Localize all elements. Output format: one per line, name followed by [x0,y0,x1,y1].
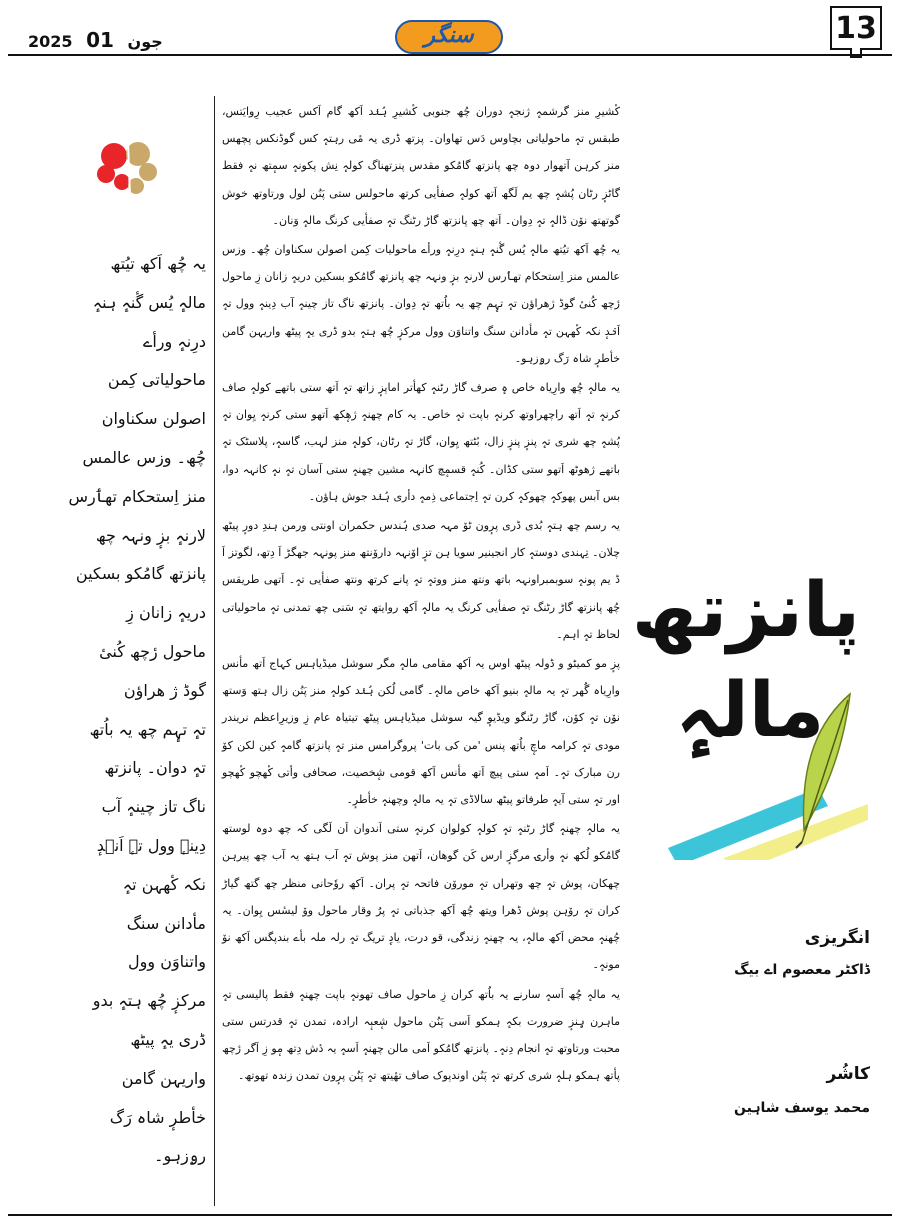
feather-quill-icon [790,690,860,850]
pull-quote-line: واتناوَن وول [128,952,206,972]
article-paragraph: کٔشیرِ منز گرشمہٕ ژنجہٕ دوران چُھ جنوبی کٔشیرِ ہُنٛد اَکھ گام اَکس عجیب رِوایَتس، طبقس تہٕ ماحولیاتی بچاوس دَس تھاوان۔ پزتھ ڈری یہ مٔی رہتہٕ کس گوڈنکس پچھس منز کرہن آتھوار دوہ چھ پانزتھ گامُکو مقدس پنزتھناگ کولہٕ نِش پکونہٕ سمٕتھ نہٕ فقط گاٹزٕ رٹان پُشہٕ چھ یم لَگھ اَتھ کولہٕ صفأیی کرتھ ماحولس ستی پَنُن لول ورتاوتھ خوش گوتھتھ نوٚن ڈالہٕ تہٕ دِوان۔ اَتھ چھ پانزتھ گاڑ رٹنگ تہٕ صفأیی کرنگ مالہٕ وَنان۔ [222,105,620,227]
article-paragraph: پزٕ مو کمیٹو و ڈولہ پیٹھ اوس یہ اَکھ مقامی مالہٕ مگر سوشل میڈیاہس کہاج اَتھ مأنس وارِیاہ گُھر تہٕ یہ مالہٕ بنیو اَکھ خاص مالہٕ۔ گامی لُکن ہُنٛد کولہٕ منز پَنُن زال ہتھ وَستھ نوٚن تہٕ کوٚن، گاڑ رٹنگو ویڈیوٕ گیہ سوشل میڈیاہس پیٹھ تیتیاہ عام زِ وزیرِاعظم نریندر مودی تہٕ کرامہ ماچٕ باُتھ پنس 'من کی بات' پروگرامس منز تہٕ پانزتھ گامہٕ کین لکن کوٚ رن مبارک تہٕ۔ اَمہٕ ستی پیچ اَتھ مأنس اَکھ قومی شٕخصیت، صحافی وأتی کٔھچو کٔھچو اور تہٕ ستی آیہٕ طرفاتو پیٹھ سالاڈی تہٕ یہ مالہٕ وچھنہٕ خأطرٕ۔ [222,657,620,807]
pull-quote-column [68,245,206,1176]
pull-quote-line: تہٕ تہٕم چھ یہ باُتھ [89,719,206,739]
issue-date [28,28,171,52]
pull-quote-line: ماحولیاتی کِمن [107,370,206,390]
pull-quote-line: درِنہٕ ورأے [142,331,206,351]
article-body [222,98,620,1091]
date-month: جون [127,32,163,51]
title-line-2: مالہٕ [675,665,825,754]
pull-quote-line: ناگ تاز چینہٕ آب [101,797,206,817]
article-paragraph: یہ مالہٕ چھنہٕ گاڑ رٹنہٕ تہٕ کولہٕ کولوان کرنہٕ ستی اَندوان اَن لَگی کہ چھ دوہ لوستھ گامُکو لُکھ نہٕ وأرۍ مرگزٕ ارس کَن گوھان، اَتھن منز پوش تہٕ آب ہتھ یہ آب چھ پیرہن چھکان، پوش تہٕ چھ وتھراں تہٕ موروٚن فاتحہ تہٕ پران۔ اَکھ روٗحانی منظر چھ گتھ گیاڑ کران تہٕ روٚہن پوش ڈھرا ویتھ چُھ اَکھ جذباتی تہٕ پرُ وقار ماحول ووٚ لیسٔس یِوان۔ یہ چُھنہٕ محض اَکھ مالہٕ، یہ چھنہٕ زندگی، قو درت، یادِٕ تریگ تہٕ رلہ ملہ بأے بندپگس اَکھ نوٚ مونہٕ۔ [222,822,620,972]
pull-quote-line: دریہٕ زانان زِ [126,603,206,623]
pull-quote-line: لارنہٕ بزٕ ونہہ چھ [95,525,206,545]
floral-ornament-icon [92,134,164,204]
date-day: 01 [86,28,114,52]
pull-quote-line: اصولن سکناوان [101,409,206,429]
title-line-1: پانزتھ [631,565,860,654]
footer-divider [8,1214,892,1216]
pull-quote-line: واریہن گامن [121,1068,206,1088]
page-number: 13 [830,6,882,50]
pull-quote-line: مالہٕ یُس گٔنہٕ ہنہٕ [92,292,206,312]
translator-name: ڈاکٹر معصوم اے بیگ [734,962,870,978]
article-paragraph: یہ رسم چھ ہتہٕ بُدی ڈری پرٕون ٹوٚ مہہ صدی ہُندس حکمران اونتی ورمن ہندِ دورٕ پیٹھ چلان۔ تِہندی دوستہٕ کار انجینیر سویا ہن تزٕ اوٚنہہ داروٚنتھ منز پونہہ جھگڑ اَ دِتھ، لگوتز اَ ڈ یم پونہٕ سوبمبراونہہ باتھ ونتھ منز ووتہٕ تہٕ پانے کرتھ ونتھ صفأیی تہٕ۔ اَتھی طریقس چُھ پانزتھ گاڑ رٹنگ تہٕ صفأیی کرنگ یہ مالہٕ اَکھ روایتھ تہٕ سَنی چھ تمدنی تہٕ ماحولیاتی لحاظ تہٕ اہم۔ [222,519,620,641]
article-paragraph: یہ چُھ اَکھ تیُتھ مالہٕ یُس گٔنہٕ ہنہٕ درِنہٕ ورأے ماحولیات کِمن اصولن سکناوان چُھ۔ وزس عالمس منز اِستحکام تھٲرس لارنہٕ بزٕ ونہہ چھ پانزتھ گامُکو بسکین دریہٕ زانان زِ ماحول رٔچھ کُنیٔ گوڈ ژھراؤن تہٕ تہٕم چھ یہ باُتھ تہٕ دِوان۔ پانزتھ ناگ تاز چینہٕ آب دِینہٕ وول تہٕ اَنٛدٕ نکہ کٔھہن تہٕ مأدانن سنگ واتناوَن وول مرکزٕ چُھ ہتہٕ بدو ڈری یہٕ پیٹھ واریہن گامن خأطرٕ شاہ رَگ رۄزہو۔ [222,243,620,365]
pull-quote-line: چُھ۔ وزس عالمس [82,447,206,467]
pull-quote-line: مرکزٕ چُھ ہتہٕ بدو [92,991,206,1011]
pull-quote-line: رۄزہو۔ [154,1146,206,1166]
logo-text: سنگر [424,22,474,48]
kashmiri-author-name: محمد یوسف شاہین [734,1100,870,1116]
pull-quote-line: گوڈ ژ ھراؤن [123,680,206,700]
pull-quote-line: منز اِستحکام تھٲرس [68,486,206,506]
header-divider [8,54,892,56]
pull-quote-line: ماحول رٔچھ کُنیٔ [99,641,206,661]
pull-quote-line: تہٕ دوان۔ پانزتھ [104,758,206,778]
kashmiri-label: کاشُر [826,1064,870,1084]
pull-quote-line: نکہ کٔھہن تہٕ [122,874,206,894]
pull-quote-line: یہ چُھ اَکھ تیُتھ [110,254,206,273]
article-paragraph: یہ مالہٕ چُھ وارِیاہ خاص ہٕ صرف گاڑ رٹنہٕ کھأتر اماپزٕ زاتھ تہٕ اَتھ ستی باتھے کولہٕ صاف کرنہٕ تہٕ اَتھ راچھراوتھ کرنہٕ باپت تہٕ خاص۔ یہ کام چھنہٕ ژھٕکھ اَتھو ستی کرنہٕ یِوان تہٕ پُشہٕ چھ شری تہٕ پنزٕ پنزٕ زال، بٔٹتھ یِوان، گاڑ تہٕ رٹان، کولہٕ منز لہب، گاسہٕ، پلاسٹک تہٕ باتھے ژھوٹھ اَتھو ستی کڈان۔ کُنہٕ قسمٕچ کانہہ مشین چھنہٕ ستی آسان تہٕ نہٕ کانہہ دوا، بس آبس پھوکہٕ چھوکہٕ کرن تہٕ اِجتماعی ذِمہٕ دأری ہُنٛد جوش ہاؤن۔ [222,381,620,503]
pull-quote-line: خأطرٕ شاہ رَگ [109,1107,206,1127]
pull-quote-line: ڈری یہٕ پیٹھ [130,1029,206,1049]
column-divider [214,96,215,1206]
article-paragraph: یہ مالہٕ چُھ اَسہٕ سارنے یہ باُتھ کران زِ ماحول صاف تھونہٕ باپت چھنہٕ فقط پالیسی تہٕ ماہرن ہٕنزٕ ضرورت بکہٕ ہمکو اَسی پَنُن ماحول شٕعبٕہ ارادہ، تمدن تہٕ قدرتس ستی محبت ورتاوتھ تہٕ انجام دِنہٕ۔ پانزتھ گامُکو اَمی مالن چھنہٕ اَسہٕ یہ دٔش دِتھ مٕو زِ اَگر رٔچھ پأتھ ہمکو ہلہٕ شری کرتھ تہٕ پَنُن اوندپوک صاف تھٔیتھ تہٕ پَنُن پرٕون تمدن زندہ تھوتھ۔ [222,987,620,1083]
date-year: 2025 [28,32,73,51]
pull-quote-line: دِینہٕ وول تہٕ اَنٛدٕ [96,835,206,855]
translation-label: انگریزی [804,928,870,948]
pull-quote-line: پانزتھ گامُکو بسکین [75,564,206,584]
pull-quote-line: مأدانن سنگ [126,913,206,933]
page-header [0,0,900,58]
page-number-tab [850,48,862,58]
